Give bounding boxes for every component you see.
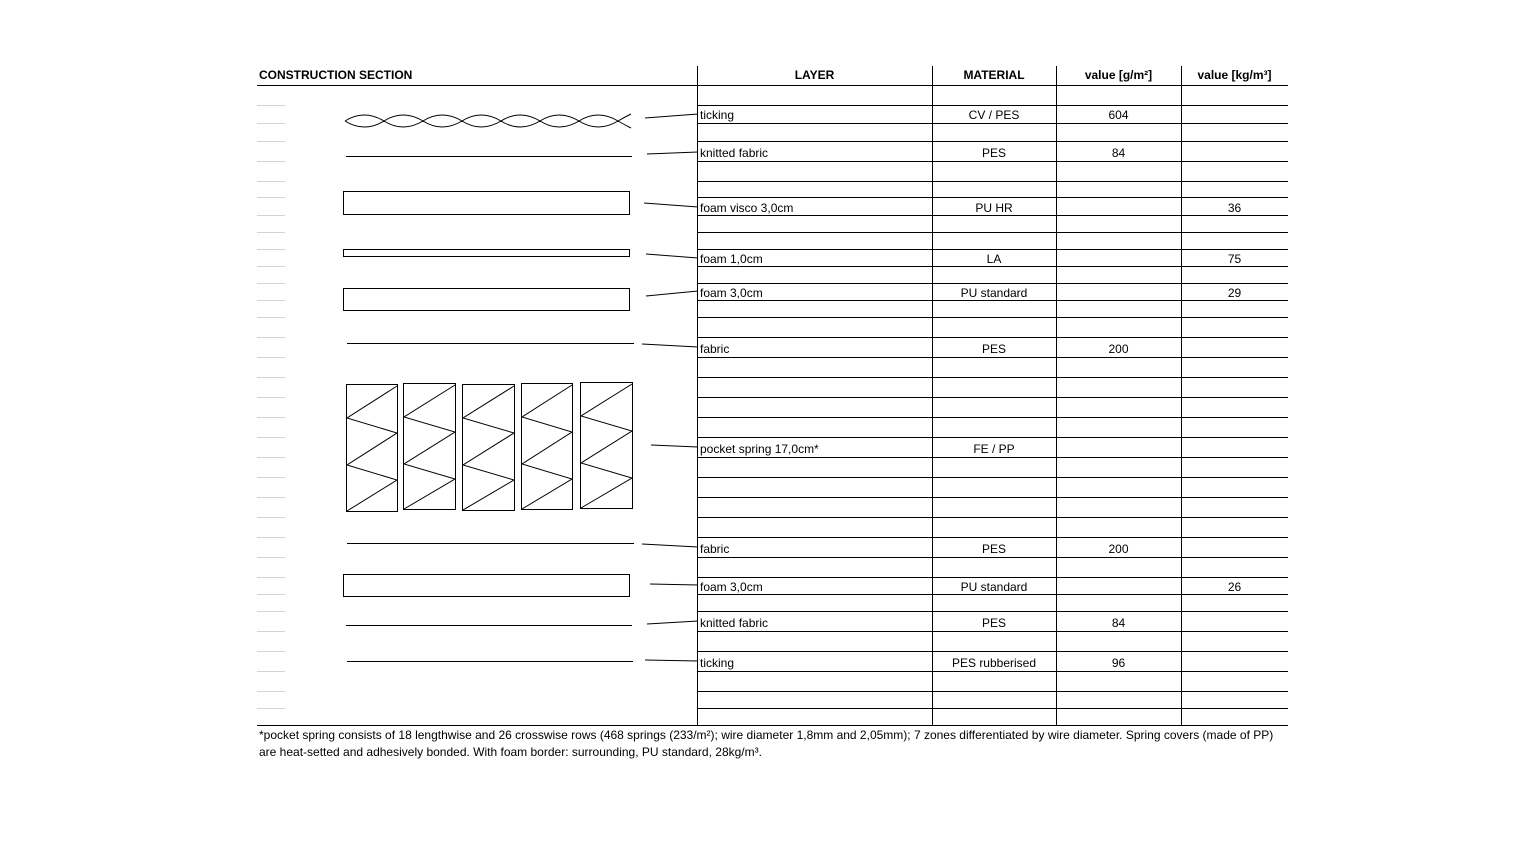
construction-section-heading: CONSTRUCTION SECTION	[259, 68, 413, 82]
col-divider-layer	[697, 66, 698, 726]
leader-ticking-bottom	[645, 660, 698, 661]
row-line	[697, 181, 1288, 182]
layer-cell: fabric	[700, 542, 730, 556]
layer-cell: ticking	[700, 108, 735, 122]
col-divider-kgm3	[1181, 66, 1182, 726]
row-line	[697, 123, 1288, 124]
material-cell: PU HR	[975, 201, 1013, 215]
row-tick	[257, 357, 285, 358]
row-tick	[257, 337, 285, 338]
layer-cell: foam 3,0cm	[700, 580, 763, 594]
layer-cell: knitted fabric	[700, 616, 769, 630]
material-cell: PES	[981, 616, 1006, 630]
material-cell: PES rubberised	[951, 656, 1037, 670]
material-cell: PES	[981, 342, 1006, 356]
material-cell: PU standard	[960, 580, 1028, 594]
row-line	[697, 557, 1288, 558]
row-line	[697, 594, 1288, 595]
layer-cell: foam visco 3,0cm	[700, 201, 794, 215]
footnote: *pocket spring consists of 18 lengthwise and 26 crosswise rows (468 springs (233/m²); wire diameter 1,8mm and 2,05mm); 7 zones differentiated by wire diameter. Spring covers (made of PP) are heat-setted and adhesively bonded. With foam border: surrounding, PU standard, 28kg/m³.	[259, 728, 1274, 759]
row-line	[697, 357, 1288, 358]
row-line	[697, 651, 1288, 652]
material-column-header: MATERIAL	[963, 68, 1025, 82]
row-tick	[257, 123, 285, 124]
row-tick	[257, 141, 285, 142]
row-tick	[257, 232, 285, 233]
row-tick	[257, 708, 285, 709]
pocket-springs-shape	[347, 383, 633, 512]
material-cell: FE / PP	[973, 442, 1015, 456]
row-line	[697, 671, 1288, 672]
row-tick	[257, 651, 285, 652]
foam-3cm-top-shape	[344, 289, 630, 311]
row-tick	[257, 105, 285, 106]
leader-foam-3cm-bottom	[650, 584, 698, 585]
row-line	[697, 497, 1288, 498]
material-cell: PU standard	[960, 286, 1028, 300]
row-line	[697, 215, 1288, 216]
layer-cell: fabric	[700, 342, 730, 356]
row-line	[697, 631, 1288, 632]
leader-foam-1cm	[646, 254, 698, 258]
layer-column-header: LAYER	[794, 68, 835, 82]
row-tick	[257, 283, 285, 284]
value-kgm3-cell: 26	[1227, 580, 1242, 594]
value-gm2-cell: 200	[1108, 542, 1129, 556]
row-tick	[257, 477, 285, 478]
row-tick	[257, 611, 285, 612]
row-tick	[257, 594, 285, 595]
row-line	[697, 691, 1288, 692]
row-line	[697, 337, 1288, 338]
foam-3cm-bottom-shape	[344, 575, 630, 597]
row-tick	[257, 417, 285, 418]
row-line	[697, 457, 1288, 458]
row-tick	[257, 197, 285, 198]
leader-foam-visco	[644, 203, 698, 207]
row-tick	[257, 249, 285, 250]
row-tick	[257, 181, 285, 182]
row-line	[697, 161, 1288, 162]
leader-knitted-fabric-top	[647, 152, 698, 154]
value-gm2-cell: 96	[1111, 656, 1126, 670]
row-tick	[257, 631, 285, 632]
value-gm2-cell: 200	[1108, 342, 1129, 356]
row-tick	[257, 215, 285, 216]
row-line	[697, 266, 1288, 267]
layer-cell: foam 3,0cm	[700, 286, 763, 300]
row-tick	[257, 517, 285, 518]
row-line	[697, 517, 1288, 518]
row-tick	[257, 497, 285, 498]
row-tick	[257, 557, 285, 558]
row-tick	[257, 266, 285, 267]
row-line	[697, 232, 1288, 233]
material-cell: CV / PES	[968, 108, 1020, 122]
row-line	[697, 197, 1288, 198]
row-line	[697, 437, 1288, 438]
leader-foam-3cm-top	[646, 291, 698, 296]
row-tick	[257, 161, 285, 162]
row-tick	[257, 397, 285, 398]
foam-1cm-shape	[344, 250, 630, 257]
value-kgm3-cell: 75	[1227, 252, 1242, 266]
row-tick	[257, 317, 285, 318]
layer-cell: knitted fabric	[700, 146, 769, 160]
value-kgm3-column-header: value [kg/m³]	[1197, 68, 1272, 82]
row-line	[697, 611, 1288, 612]
row-tick	[257, 377, 285, 378]
value-gm2-cell: 84	[1111, 146, 1126, 160]
leader-knitted-fabric-bottom	[647, 621, 698, 624]
row-line	[697, 300, 1288, 301]
row-line	[697, 249, 1288, 250]
ticking-top-shape	[345, 114, 631, 128]
row-line	[697, 141, 1288, 142]
row-line	[697, 105, 1288, 106]
value-gm2-column-header: value [g/m²]	[1084, 68, 1153, 82]
leader-ticking-top	[645, 114, 698, 118]
row-line	[697, 537, 1288, 538]
row-line	[697, 417, 1288, 418]
row-tick	[257, 300, 285, 301]
row-tick	[257, 671, 285, 672]
layer-cell: foam 1,0cm	[700, 252, 763, 266]
row-tick	[257, 457, 285, 458]
row-line	[697, 708, 1288, 709]
leader-pocket-spring	[651, 445, 698, 447]
leader-fabric-bottom	[642, 544, 698, 547]
value-kgm3-cell: 29	[1227, 286, 1242, 300]
row-line	[697, 377, 1288, 378]
value-gm2-cell: 84	[1111, 616, 1126, 630]
row-tick	[257, 691, 285, 692]
foam-visco-shape	[344, 192, 630, 215]
material-cell: LA	[986, 252, 1002, 266]
layer-cell: ticking	[700, 656, 735, 670]
value-kgm3-cell: 36	[1227, 201, 1242, 215]
layer-cell: pocket spring 17,0cm*	[700, 442, 819, 456]
row-tick	[257, 437, 285, 438]
row-line	[697, 477, 1288, 478]
leader-fabric-top	[642, 344, 698, 347]
material-cell: PES	[981, 146, 1006, 160]
row-tick	[257, 537, 285, 538]
row-line	[697, 397, 1288, 398]
value-gm2-cell: 604	[1108, 108, 1129, 122]
row-line	[697, 577, 1288, 578]
row-line	[697, 283, 1288, 284]
row-line	[697, 317, 1288, 318]
row-tick	[257, 577, 285, 578]
material-cell: PES	[981, 542, 1006, 556]
